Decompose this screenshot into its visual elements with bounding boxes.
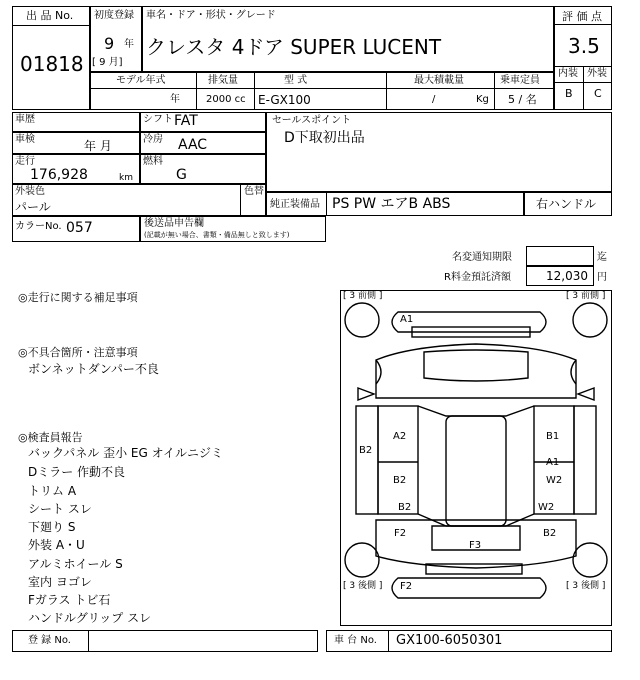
exterior-color-label: 外装色 <box>15 186 45 197</box>
front-fender-left <box>376 360 381 384</box>
damage-mark: B2 <box>543 528 557 539</box>
inspector-item: 外装 A・U <box>28 538 85 552</box>
chassis-value: GX100-6050301 <box>396 633 503 648</box>
exterior-grade: C <box>594 87 602 100</box>
damage-mark: B2 <box>393 475 407 486</box>
front-bumper <box>392 312 546 332</box>
lot-number: 01818 <box>20 52 84 76</box>
corner-label-tr: [ 3 前側 ] <box>566 291 606 301</box>
interior-label: 内装 <box>558 68 578 79</box>
damage-mark: F3 <box>469 540 482 551</box>
first-reg-year-unit: 年 <box>124 39 134 50</box>
sales-point-label: セールスポイント <box>272 115 352 126</box>
inspector-item: バックパネル 歪小 EG オイルニジミ <box>28 446 224 460</box>
shift-label: シフト <box>143 114 173 125</box>
inspector-item: シート スレ <box>28 502 92 516</box>
rating-label: 評 価 点 <box>562 10 602 23</box>
inspector-item: 下廻り S <box>28 520 76 534</box>
damage-mark: A2 <box>393 431 407 442</box>
inspector-item: アルミホイール S <box>28 557 123 571</box>
history-label: 車歴 <box>15 114 35 125</box>
sales-point-value: D下取初出品 <box>284 130 365 146</box>
model-year-unit: 年 <box>170 94 180 105</box>
max-load-slash: / <box>432 94 436 105</box>
registration-label: 登 録 No. <box>28 635 71 646</box>
first-reg-year: 9 <box>104 34 115 53</box>
color-no-value: 057 <box>66 220 93 236</box>
steering-value: 右ハンドル <box>536 197 597 211</box>
inspector-item: Dミラー 作動不良 <box>28 465 126 479</box>
tire-front-left <box>345 303 379 337</box>
recycle-label: R料金預託済額 <box>444 272 511 283</box>
damage-mark: W2 <box>546 475 563 486</box>
mileage-label: 走行 <box>15 156 35 167</box>
recycle-value: 12,030 <box>546 269 588 283</box>
mileage-value: 176,928 <box>30 167 88 183</box>
rear-bumper <box>392 578 546 598</box>
ac-value: AAC <box>178 137 208 153</box>
damage-mark: F2 <box>400 581 413 592</box>
tire-rear-left <box>345 543 379 577</box>
roof <box>446 416 506 526</box>
front-fender-right <box>571 360 576 384</box>
mirror-right <box>578 388 594 400</box>
body-left-side <box>356 406 378 514</box>
rating-score: 3.5 <box>568 34 600 58</box>
tire-front-right <box>573 303 607 337</box>
name-change-unit: 迄 <box>597 252 607 263</box>
damage-mark: W2 <box>538 502 555 513</box>
ac-label: 冷房 <box>143 134 163 145</box>
inspector-title: ◎検査員報告 <box>18 431 83 444</box>
equipment-label: 純正装備品 <box>270 199 320 210</box>
defect-item: ボンネットダンパー不良 <box>28 362 159 376</box>
tire-rear-right <box>573 543 607 577</box>
lot-label: 出 品 No. <box>26 9 74 22</box>
exterior-label: 外装 <box>587 68 607 79</box>
damage-mark: B2 <box>398 502 412 513</box>
first-reg-month: [ 9 月] <box>92 57 123 68</box>
inspector-item: 室内 ヨゴレ <box>28 575 92 589</box>
first-reg-label: 初度登録 <box>94 10 134 21</box>
interior-grade: B <box>565 87 573 100</box>
chassis-divider <box>388 630 389 652</box>
registration-divider <box>88 630 89 652</box>
corner-label-br: [ 3 後側 ] <box>566 581 606 591</box>
body-right-side <box>574 406 596 514</box>
max-load-unit: Kg <box>476 94 489 105</box>
defects-title: ◎不具合箇所・注意事項 <box>18 346 138 359</box>
model-code: E-GX100 <box>258 93 311 107</box>
aftermarket-label: 後送品申告欄 <box>144 218 204 229</box>
vehicle-name-label: 車名・ドア・形状・グレード <box>146 10 276 21</box>
corner-label-tl: [ 3 前側 ] <box>343 291 383 301</box>
capacity-label: 乗車定員 <box>500 75 540 86</box>
inspection-label: 車検 <box>15 134 35 145</box>
damage-mark: F2 <box>394 528 407 539</box>
shift-value: FAT <box>174 113 198 129</box>
vehicle-name: クレスタ 4ドア SUPER LUCENT <box>146 35 442 59</box>
max-load-label: 最大積載量 <box>414 75 464 86</box>
fuel-value: G <box>176 167 187 183</box>
windshield <box>418 406 534 416</box>
displacement: 2000 cc <box>206 94 246 105</box>
model-label: 型 式 <box>284 75 308 86</box>
inspector-item: Fガラス トビ石 <box>28 593 111 607</box>
equipment-value: PS PW エアB ABS <box>332 196 451 212</box>
displacement-label: 排気量 <box>208 75 238 86</box>
mileage-unit: km <box>119 173 133 183</box>
damage-mark: B1 <box>546 431 560 442</box>
recycle-unit: 円 <box>597 272 607 283</box>
mirror-left <box>358 388 374 400</box>
damage-mark: A1 <box>400 314 414 325</box>
door-left <box>378 406 418 514</box>
color-no-label: カラーNo. <box>15 221 62 232</box>
name-change-label: 名変通知期限 <box>452 252 512 263</box>
model-year-label: モデル年式 <box>116 75 166 86</box>
capacity: 5 / 名 <box>508 93 537 106</box>
damage-mark: B2 <box>359 445 373 456</box>
chassis-label: 車 台 No. <box>334 635 377 646</box>
fuel-label: 燃料 <box>143 156 163 167</box>
driving-notes-title: ◎走行に関する補足事項 <box>18 291 138 304</box>
repaint-label: 色替 <box>244 186 264 197</box>
inspector-item: トリム A <box>28 484 77 498</box>
inspector-item: ハンドルグリップ スレ <box>28 611 152 625</box>
hood-inner <box>424 350 528 381</box>
exterior-color-value: パール <box>15 200 51 214</box>
damage-mark: A1 <box>546 457 560 468</box>
hood-outline <box>376 344 576 398</box>
corner-label-bl: [ 3 後側 ] <box>343 581 383 591</box>
aftermarket-note: (記載が無い場合、書類・備品無しと致します) <box>144 231 290 239</box>
inspection-value: 年 月 <box>84 139 112 153</box>
